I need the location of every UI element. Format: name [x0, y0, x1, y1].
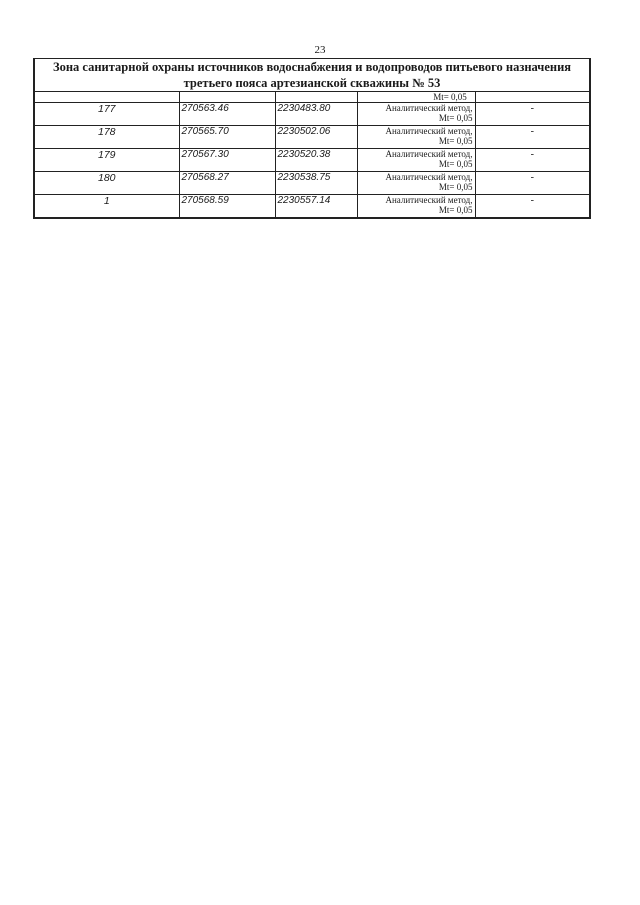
table-row — [34, 172, 590, 195]
method-cell: Mt= 0,05 — [357, 92, 475, 103]
error-cell: - — [475, 149, 590, 172]
point-number-cell: 1 — [34, 195, 179, 219]
table-title: Зона санитарной охраны источников водоснабжения и водопроводов питьевого назначения третьего пояса артезианской скважины № 53 — [34, 59, 590, 92]
x-coordinate-cell: 270563.46 — [179, 103, 275, 126]
point-number-cell — [34, 92, 179, 103]
x-coordinate-cell: 270568.59 — [179, 195, 275, 219]
y-coordinate-cell — [275, 92, 357, 103]
table-title-row — [34, 59, 590, 92]
method-accuracy: Mt= 0,05 — [438, 205, 473, 215]
method-accuracy: Mt= 0,05 — [438, 136, 473, 146]
method-accuracy: Mt= 0,05 — [438, 182, 473, 192]
y-coordinate-cell: 2230538.75 — [275, 172, 357, 195]
table-row — [34, 103, 590, 126]
y-coordinate-cell: 2230502.06 — [275, 126, 357, 149]
method-name: Аналитический метод, — [385, 195, 473, 205]
method-name: Аналитический метод, — [385, 172, 473, 182]
method-cell — [357, 103, 475, 126]
table-row — [34, 126, 590, 149]
page-number: 23 — [314, 44, 326, 56]
method-name: Аналитический метод, — [385, 103, 473, 113]
error-cell — [475, 92, 590, 103]
error-cell: - — [475, 195, 590, 219]
point-number-cell: 177 — [34, 103, 179, 126]
method-cell — [357, 172, 475, 195]
y-coordinate-cell: 2230483.80 — [275, 103, 357, 126]
table-row — [34, 149, 590, 172]
method-accuracy: Mt= 0,05 — [438, 113, 473, 123]
coordinates-table — [33, 58, 591, 219]
y-coordinate-cell: 2230557.14 — [275, 195, 357, 219]
table-row — [34, 195, 590, 219]
x-coordinate-cell: 270567.30 — [179, 149, 275, 172]
error-cell: - — [475, 172, 590, 195]
error-cell: - — [475, 103, 590, 126]
x-coordinate-cell: 270568.27 — [179, 172, 275, 195]
method-cell — [357, 149, 475, 172]
x-coordinate-cell: 270565.70 — [179, 126, 275, 149]
point-number-cell: 178 — [34, 126, 179, 149]
x-coordinate-cell — [179, 92, 275, 103]
point-number-cell: 179 — [34, 149, 179, 172]
point-number-cell: 180 — [34, 172, 179, 195]
method-accuracy: Mt= 0,05 — [438, 159, 473, 169]
error-cell: - — [475, 126, 590, 149]
method-name: Аналитический метод, — [385, 126, 473, 136]
y-coordinate-cell: 2230520.38 — [275, 149, 357, 172]
method-cell — [357, 126, 475, 149]
method-cell — [357, 195, 475, 219]
method-name: Аналитический метод, — [385, 149, 473, 159]
table-row — [34, 92, 590, 103]
